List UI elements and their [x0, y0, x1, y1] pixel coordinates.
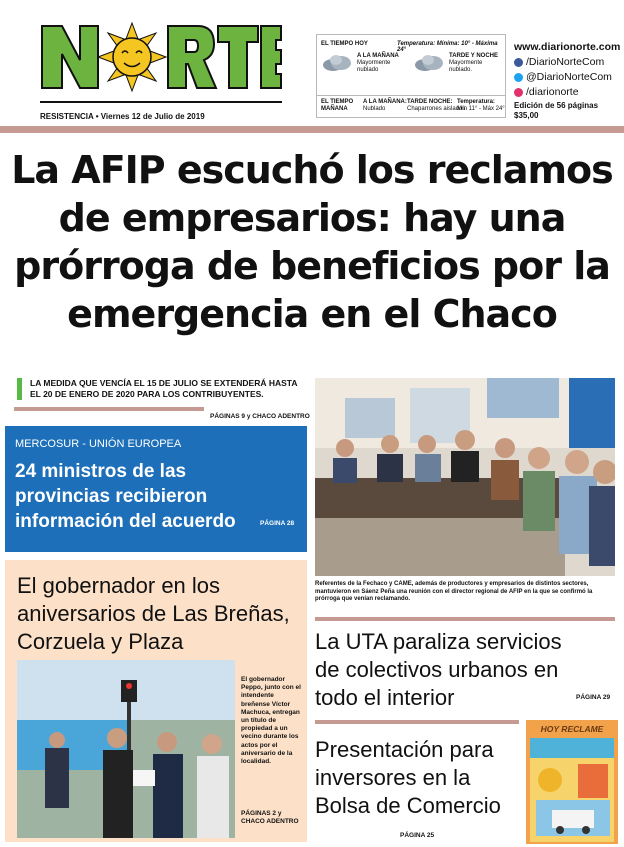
section-rule: [315, 617, 615, 621]
governor-photo: [17, 660, 235, 838]
weather-tomorrow-title: EL TIEMPO MAÑANA: [321, 99, 354, 112]
story-title: El gobernador en los aniversarios de Las Breñas, Corzuela y Plaza: [17, 573, 290, 654]
weather-tomorrow-morning-label: A LA MAÑANA:: [363, 99, 407, 105]
section-rule: [315, 720, 519, 724]
weather-morning-label: A LA MAÑANA: [357, 53, 399, 59]
weather-afternoon-label: TARDE Y NOCHE: [449, 53, 499, 59]
top-rule: [0, 126, 624, 133]
lead-page-ref[interactable]: PÁGINAS 9 y CHACO ADENTRO: [210, 413, 310, 420]
weather-title: EL TIEMPO HOY: [321, 41, 368, 47]
weather-tomorrow-afternoon-label: TARDE NOCHE:: [407, 99, 453, 105]
instagram-link[interactable]: /diarionorte: [514, 85, 620, 100]
lead-rule: [14, 407, 204, 411]
edition-pages: Edición de 56 páginas: [514, 101, 599, 110]
bolsa-page-ref[interactable]: PÁGINA 25: [400, 832, 435, 839]
supplement-title: HOY RECLAME: [540, 724, 604, 734]
main-headline[interactable]: La AFIP escuchó los reclamos de empresarios: hay una prórroga de beneficios por la emergencia en el Chaco: [11, 148, 613, 336]
mercosur-story[interactable]: [5, 426, 307, 552]
photo-caption: Referentes de la Fechaco y CAME, además de productores y empresarios de distintos sectores, mantuvieron en Sáenz Peña una reunión con el director regional de AFIP en la que se confirmó la prórroga que venían reclamando.: [315, 581, 593, 602]
weather-box: [316, 34, 506, 118]
ceremony-photo: [17, 660, 235, 838]
story-kicker: MERCOSUR - UNIÓN EUROPEA: [15, 438, 182, 450]
story-page-ref: PÁGINA 28: [260, 520, 295, 527]
supplement-ad[interactable]: [526, 720, 618, 844]
masthead-rule: [40, 101, 282, 103]
photo-caption: El gobernador Peppo, junto con el intendente breñense Víctor Machuca, entregan un título de propiedad a un vecino durante los actos por el aniversario de la localidad.: [241, 676, 301, 766]
meeting-photo: [315, 378, 615, 576]
supplement-cover: [530, 738, 614, 842]
social-links: [514, 40, 620, 100]
newspaper-logo: [40, 20, 282, 94]
weather-morning-desc: Mayormente nublado: [357, 60, 391, 73]
governor-story[interactable]: [5, 560, 307, 842]
logo-graphic: [40, 20, 282, 94]
uta-page-ref[interactable]: PÁGINA 29: [576, 694, 611, 701]
instagram-icon: [514, 88, 523, 97]
main-photo: [315, 378, 615, 576]
website-link[interactable]: www.diarionorte.com: [514, 41, 621, 53]
edition-price: $35,00: [514, 111, 539, 120]
dateline: RESISTENCIA • Viernes 12 de Julio de 2019: [40, 112, 205, 121]
weather-tomorrow-temp: Mín 11° - Máx 24°: [457, 106, 505, 112]
cloudy-icon: [413, 53, 445, 73]
facebook-link[interactable]: /DiarioNorteCom: [514, 55, 620, 70]
weather-temps: Temperatura: Mínima: 10° - Máxima 24°: [397, 41, 498, 53]
uta-story-title[interactable]: La UTA paraliza servicios de colectivos urbanos en todo el interior: [315, 629, 562, 710]
weather-tomorrow-morning-desc: Nublado: [363, 106, 386, 112]
edition-info: [514, 101, 598, 121]
weather-tomorrow-temp-label: Temperatura:: [457, 99, 495, 105]
lead-summary: LA MEDIDA QUE VENCÍA EL 15 DE JULIO SE EXTENDERÁ HASTA EL 20 DE ENERO DE 2020 PARA LOS CONTRIBUYENTES.: [17, 378, 303, 400]
weather-tomorrow-afternoon-desc: Chaparrones aislados: [407, 106, 466, 112]
twitter-icon: [514, 73, 523, 82]
cloudy-icon: [321, 53, 353, 73]
story-page-ref: PÁGINAS 2 y CHACO ADENTRO: [241, 810, 299, 825]
weather-divider: [317, 95, 505, 96]
twitter-link[interactable]: @DiarioNorteCom: [514, 70, 620, 85]
story-title: 24 ministros de las provincias recibieron información del acuerdo: [15, 461, 236, 532]
bolsa-story-title[interactable]: Presentación para inversores en la Bolsa de Comercio: [315, 737, 501, 818]
weather-afternoon-desc: Mayormente nublado.: [449, 60, 483, 73]
facebook-icon: [514, 58, 523, 67]
